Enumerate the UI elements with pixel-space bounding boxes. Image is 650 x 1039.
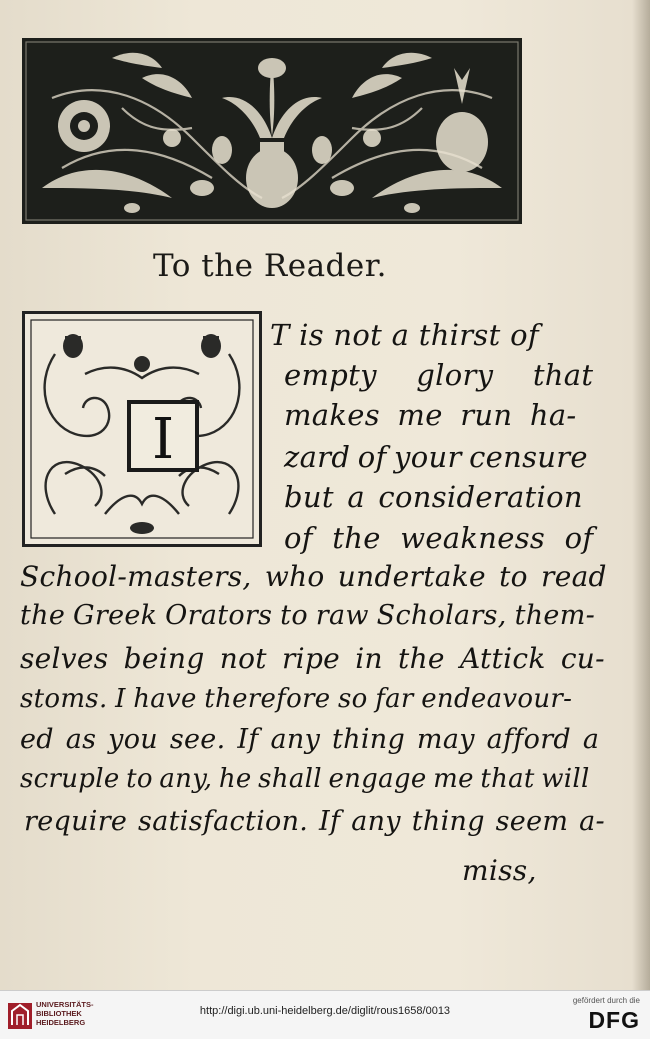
text-line-4: zard of your censure [284, 440, 588, 474]
page-url-link[interactable]: http://digi.ub.uni-heidelberg.de/diglit/rous1658/0013 [199, 1005, 451, 1017]
university-name-line-1: UNIVERSITÄTS- [36, 1000, 94, 1009]
page-url [0, 1005, 650, 1017]
text-line-11: ed as you see. If any thing may afford a [20, 724, 600, 755]
dfg-logo: DFG [588, 1007, 640, 1033]
decorated-initial-block [22, 311, 262, 547]
text-line-8: the Greek Orators to raw Scholars, them- [20, 600, 596, 631]
text-line-2: empty glory that [284, 358, 594, 392]
funded-by-label: gefördert durch die [572, 996, 640, 1005]
text-line-7: School-masters, who undertake to read [20, 560, 607, 593]
viewer-footer [0, 990, 650, 1039]
page-title: To the Reader. [152, 248, 388, 284]
text-line-5: but a consideration [284, 480, 583, 514]
text-line-9: selves being not ripe in the Attick cu- [20, 642, 605, 675]
initial-letter: I [127, 400, 199, 472]
text-line-6: of the weakness of [284, 521, 594, 555]
text-line-3: makes me run ha- [284, 398, 577, 432]
university-name-line-3: HEIDELBERG [36, 1018, 86, 1027]
text-line-14: miss, [462, 854, 537, 887]
text-line-1: T is not a thirst of [270, 318, 539, 352]
ornamental-headpiece [22, 38, 522, 224]
page-edge-shadow [632, 0, 650, 990]
text-line-10: stoms. I have therefore so far endeavour- [20, 684, 573, 714]
text-line-13: require satisfaction. If any thing seem a- [24, 806, 605, 837]
university-name-line-2: BIBLIOTHEK [36, 1009, 82, 1018]
text-line-12: scruple to any, he shall engage me that will [20, 764, 590, 794]
